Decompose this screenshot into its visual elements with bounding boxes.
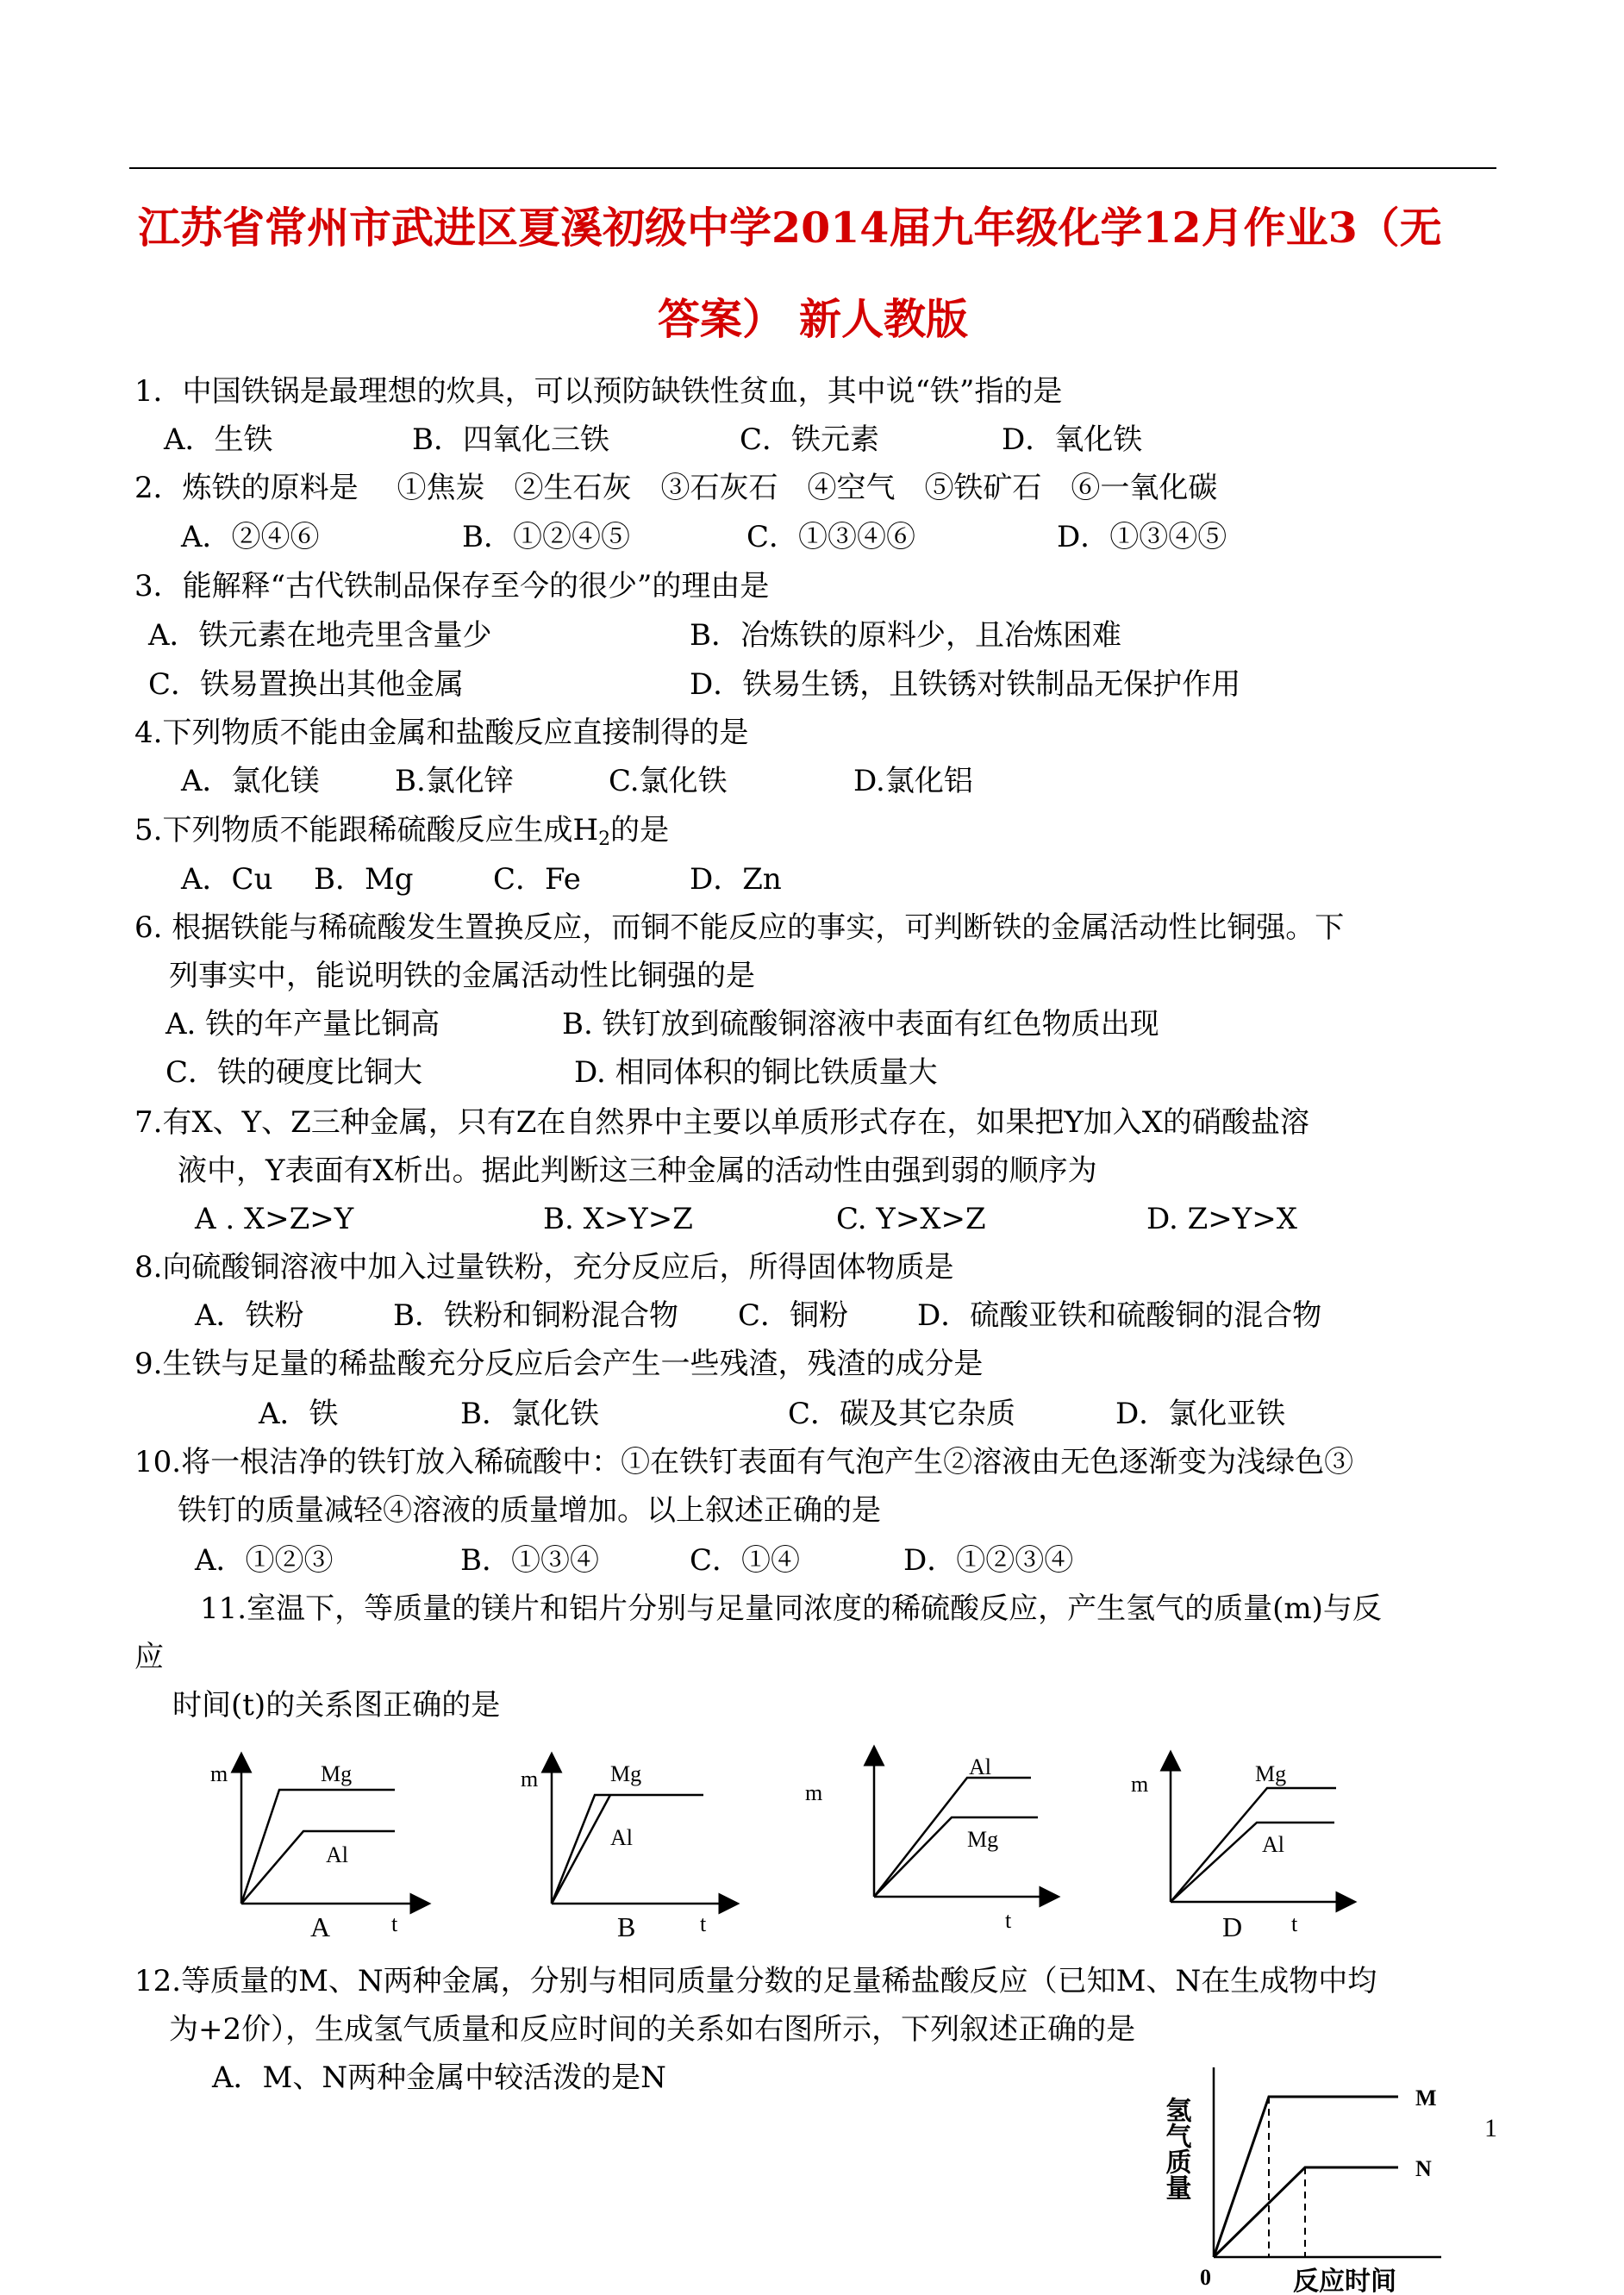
q3-option-d: D．铁易生锈，且铁锈对铁制品无保护作用 <box>690 667 1241 702</box>
graph-b-axis-x: t <box>700 1911 707 1936</box>
q10-stem-line2: 铁钉的质量减轻④溶液的质量增加。以上叙述正确的是 <box>178 1493 881 1528</box>
q6-stem-line1: 6. 根据铁能与稀硫酸发生置换反应，而铜不能反应的事实，可判断铁的金属活动性比铜强。下 <box>134 910 1345 945</box>
q10-option-b: B．①③④ <box>460 1543 599 1578</box>
q7-option-b: B. X>Y>Z <box>543 1202 693 1236</box>
q8-option-b: B．铁粉和铜粉混合物 <box>393 1298 678 1333</box>
q4-option-b: B.氯化锌 <box>395 764 514 798</box>
q5-stem: 5.下列物质不能跟稀硫酸反应生成$H_2$的是 <box>134 813 670 850</box>
page-title-line2: 答案） 新人教版 <box>657 294 969 344</box>
q4-option-c: C.氯化铁 <box>609 764 728 798</box>
q9-option-d: D．氯化亚铁 <box>1115 1397 1286 1431</box>
q7-stem-line1: 7.有X、Y、Z三种金属，只有Z在自然界中主要以单质形式存在，如果把Y加入X的硝酸盐溶 <box>134 1105 1309 1140</box>
q12-chart <box>1161 2060 1483 2295</box>
graph-d-axis-x: t <box>1291 1911 1298 1936</box>
graph-d-axis-y: m <box>1131 1772 1149 1797</box>
graph-c-axis-x: t <box>1005 1908 1012 1933</box>
graph-c-al-line <box>874 1778 1031 1897</box>
q12-option-a: A．M、N两种金属中较活泼的是N <box>212 2060 666 2095</box>
q7-option-d: D. Z>Y>X <box>1146 1202 1297 1236</box>
q3-stem: 3．能解释“古代铁制品保存至今的很少”的理由是 <box>134 569 770 603</box>
q8-option-a: A．铁粉 <box>195 1298 304 1333</box>
q4-option-d: D.氯化铝 <box>853 764 973 798</box>
q6-stem-line2: 列事实中，能说明铁的金属活动性比铜强的是 <box>169 959 755 993</box>
q12-y-label: 氢气质量 <box>1161 2097 1190 2200</box>
graph-a-mg-line <box>241 1790 395 1904</box>
page-number: 1 <box>1484 2114 1497 2142</box>
q12-origin: 0 <box>1200 2265 1211 2290</box>
q4-option-a: A．氯化镁 <box>181 764 320 798</box>
graph-a-axis-y: m <box>210 1761 228 1786</box>
q11-stem-line3: 时间(t)的关系图正确的是 <box>172 1688 501 1723</box>
q12-stem-line2: 为+2价），生成氢气质量和反应时间的关系如右图所示，下列叙述正确的是 <box>169 2012 1136 2047</box>
q8-stem: 8.向硫酸铜溶液中加入过量铁粉，充分反应后，所得固体物质是 <box>134 1250 954 1285</box>
graph-a-axis-x: t <box>391 1911 398 1936</box>
q1-option-c: C．铁元素 <box>740 422 880 457</box>
q12-stem-line1: 12.等质量的M、N两种金属，分别与相同质量分数的足量稀盐酸反应（已知M、N在生成物中均 <box>134 1964 1377 1998</box>
q2-option-d: D．①③④⑤ <box>1057 520 1227 554</box>
q7-option-c: C. Y>X>Z <box>836 1202 986 1236</box>
graph-b-axis-y: m <box>521 1767 539 1792</box>
q1-option-a: A．生铁 <box>164 422 273 457</box>
q5-option-c: C．Fe <box>493 862 581 897</box>
graph-a-label-al: Al <box>326 1842 348 1867</box>
graph-b-label-al: Al <box>610 1825 633 1850</box>
q9-option-b: B．氯化铁 <box>460 1397 599 1431</box>
q11-stem-line2: 应 <box>134 1640 164 1674</box>
graph-b-label-mg: Mg <box>610 1761 642 1786</box>
q2-option-a: A．②④⑥ <box>181 520 320 554</box>
graph-c-label-al: Al <box>969 1754 991 1779</box>
page-title-line1: 江苏省常州市武进区夏溪初级中学2014届九年级化学12月作业3（无 <box>138 203 1442 253</box>
q8-option-d: D．硫酸亚铁和硫酸铜的混合物 <box>917 1298 1322 1333</box>
q6-option-b: B. 铁钉放到硫酸铜溶液中表面有红色物质出现 <box>562 1007 1159 1041</box>
graph-b-al-line <box>552 1795 610 1904</box>
graph-a-al-line <box>241 1831 395 1904</box>
q6-option-d: D. 相同体积的铜比铁质量大 <box>574 1055 938 1090</box>
q12-label-m: M <box>1415 2086 1437 2111</box>
graph-a-letter: A <box>310 1911 331 1942</box>
graph-c-label-mg: Mg <box>967 1827 999 1852</box>
q2-option-c: C．①③④⑥ <box>746 520 916 554</box>
graph-c-mg-line <box>874 1817 1038 1897</box>
graph-a-label-mg: Mg <box>321 1761 353 1786</box>
q10-option-a: A．①②③ <box>195 1543 334 1578</box>
q6-option-c: C．铁的硬度比铜大 <box>166 1055 423 1090</box>
q5-option-b: B．Mg <box>314 862 414 897</box>
graph-d-al-line <box>1171 1823 1334 1902</box>
q9-option-c: C．碳及其它杂质 <box>788 1397 1016 1431</box>
q11-graph-b <box>514 1742 790 1940</box>
q4-stem: 4.下列物质不能由金属和盐酸反应直接制得的是 <box>134 716 749 750</box>
graph-c-axis-y: m <box>805 1780 823 1805</box>
q9-stem: 9.生铁与足量的稀盐酸充分反应后会产生一些残渣，残渣的成分是 <box>134 1347 984 1381</box>
q6-option-a: A. 铁的年产量比铜高 <box>166 1007 440 1041</box>
q10-option-d: D．①②③④ <box>903 1543 1074 1578</box>
q2-option-b: B．①②④⑤ <box>462 520 630 554</box>
q11-graph-a <box>203 1742 479 1940</box>
graph-d-label-al: Al <box>1262 1832 1284 1857</box>
q9-option-a: A．铁 <box>259 1397 339 1431</box>
graph-d-letter: D <box>1222 1911 1243 1942</box>
header-rule <box>129 167 1496 169</box>
q7-stem-line2: 液中，Y表面有X析出。据此判断这三种金属的活动性由强到弱的顺序为 <box>178 1154 1097 1188</box>
q12-label-n: N <box>1415 2156 1432 2181</box>
q1-option-d: D．氧化铁 <box>1002 422 1143 457</box>
q11-graph-c <box>805 1742 1081 1940</box>
q12-x-label: 反应时间 <box>1293 2267 1396 2295</box>
q7-option-a: A . X>Z>Y <box>195 1202 354 1236</box>
q1-stem: 1．中国铁锅是最理想的炊具，可以预防缺铁性贫血，其中说“铁”指的是 <box>134 374 1063 409</box>
graph-b-letter: B <box>617 1911 636 1942</box>
graph-d-label-mg: Mg <box>1255 1761 1287 1786</box>
q5-option-d: D．Zn <box>690 862 782 897</box>
q10-stem-line1: 10.将一根洁净的铁钉放入稀硫酸中：①在铁钉表面有气泡产生②溶液由无色逐渐变为浅绿色③ <box>134 1445 1354 1479</box>
graph-d-mg-line <box>1171 1788 1336 1902</box>
q3-option-c: C．铁易置换出其他金属 <box>148 667 465 702</box>
q11-stem-line1: 11.室温下，等质量的镁片和铝片分别与足量同浓度的稀硫酸反应，产生氢气的质量(m)与反 <box>200 1591 1382 1626</box>
q11-graph-d <box>1119 1742 1395 1940</box>
q2-stem: 2．炼铁的原料是 ①焦炭 ②生石灰 ③石灰石 ④空气 ⑤铁矿石 ⑥一氧化碳 <box>134 471 1218 505</box>
q5-option-a: A．Cu <box>181 862 273 897</box>
q1-option-b: B．四氧化三铁 <box>412 422 609 457</box>
q3-option-a: A．铁元素在地壳里含量少 <box>148 618 492 653</box>
q8-option-c: C．铜粉 <box>738 1298 849 1333</box>
q10-option-c: C．①④ <box>690 1543 801 1578</box>
q3-option-b: B．冶炼铁的原料少，且冶炼困难 <box>690 618 1121 653</box>
